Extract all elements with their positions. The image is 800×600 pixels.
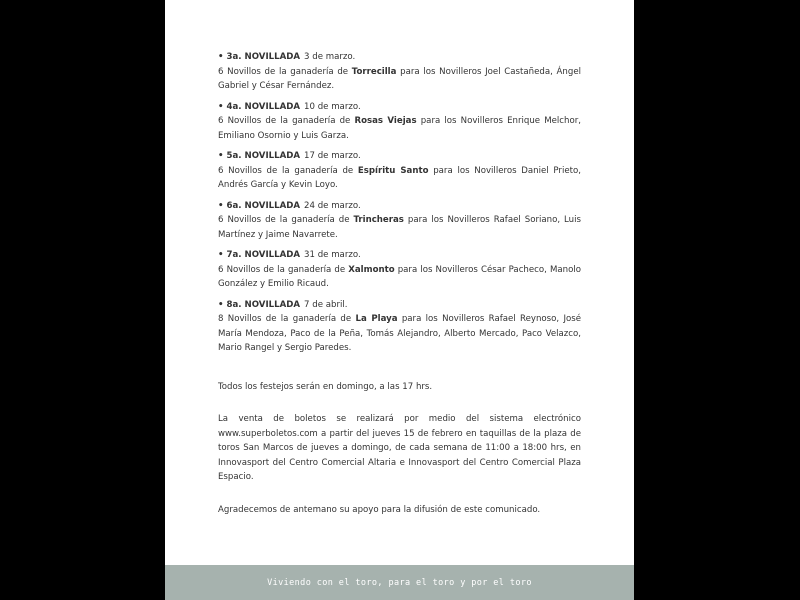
novillada-date: 10 de marzo. bbox=[304, 101, 361, 112]
novillada-heading: • 7a. NOVILLADA 31 de marzo. bbox=[218, 250, 361, 260]
novillada-number: 5a. NOVILLADA bbox=[226, 151, 301, 161]
novillada-description: 6 Novillos de la ganadería de Trincheras para los Novilleros Rafael Soriano, Luis Martínez y Jaime Navarrete. bbox=[218, 215, 581, 240]
novillada-number: 3a. NOVILLADA bbox=[226, 52, 301, 62]
novillada-heading: • 8a. NOVILLADA 7 de abril. bbox=[218, 299, 348, 310]
novillada-item bbox=[218, 100, 581, 144]
ganaderia-name: Trincheras bbox=[353, 215, 404, 225]
novillada-number: 7a. NOVILLADA bbox=[226, 250, 301, 260]
thanks-note: Agradecemos de antemano su apoyo para la difusión de este comunicado. bbox=[218, 504, 541, 515]
novillada-item bbox=[218, 248, 581, 292]
novillada-date: 17 de marzo. bbox=[304, 151, 361, 161]
ganaderia-name: Espíritu Santo bbox=[357, 165, 429, 176]
novillada-date: 24 de marzo. bbox=[304, 200, 361, 211]
novillada-date: 7 de abril. bbox=[304, 299, 348, 310]
novillada-heading: • 5a. NOVILLADA 17 de marzo. bbox=[218, 151, 361, 161]
novillada-description: 6 Novillos de la ganadería de Espíritu Santo para los Novilleros Daniel Prieto, Andrés García y Kevin Loyo. bbox=[218, 165, 581, 190]
novillada-heading: • 6a. NOVILLADA 24 de marzo. bbox=[218, 200, 361, 211]
novillada-item bbox=[218, 149, 581, 193]
schedule-note: Todos los festejos serán en domingo, a las 17 hrs. bbox=[218, 381, 433, 392]
novillada-description: 6 Novillos de la ganadería de Rosas Viejas para los Novilleros Enrique Melchor, Emiliano Osornio y Luis Garza. bbox=[218, 116, 581, 141]
novillada-number: 8a. NOVILLADA bbox=[226, 299, 301, 310]
novillada-item bbox=[218, 50, 581, 94]
document-page bbox=[165, 0, 634, 600]
footer-banner bbox=[165, 565, 634, 600]
novillada-date: 31 de marzo. bbox=[304, 250, 361, 260]
ganaderia-name: Rosas Viejas bbox=[354, 116, 417, 126]
ganaderia-name: La Playa bbox=[355, 314, 398, 324]
novillada-description: 6 Novillos de la ganadería de Torrecilla para los Novilleros Joel Castañeda, Ángel Gabriel y César Fernández. bbox=[218, 66, 581, 91]
novillada-description: 8 Novillos de la ganadería de La Playa para los Novilleros Rafael Reynoso, José María Mendoza, Paco de la Peña, Tomás Alejandro, Alberto Mercado, Paco Velazco, Mario Rangel y Sergio Paredes. bbox=[218, 314, 581, 353]
document-content bbox=[218, 50, 581, 517]
novillada-item bbox=[218, 298, 581, 356]
novillada-heading: • 3a. NOVILLADA 3 de marzo. bbox=[218, 52, 356, 62]
novillada-description: 6 Novillos de la ganadería de Xalmonto para los Novilleros César Pacheco, Manolo González y Emilio Ricaud. bbox=[218, 264, 581, 289]
novillada-number: 6a. NOVILLADA bbox=[226, 200, 301, 211]
ganaderia-name: Xalmonto bbox=[348, 264, 395, 275]
novillada-item bbox=[218, 199, 581, 243]
novillada-number: 4a. NOVILLADA bbox=[226, 101, 301, 112]
footer-slogan: Viviendo con el toro, para el toro y por el toro bbox=[267, 577, 532, 588]
tickets-note: La venta de boletos se realizará por medio del sistema electrónico www.superboletos.com a partir del jueves 15 de febrero en taquillas de la plaza de toros San Marcos de jueves a domingo, de cada semana de 11:00 a 18:00 hrs, en Innovasport del Centro Comercial Altaria e Innovasport del Centro Comercial Plaza Espacio. bbox=[218, 414, 581, 482]
novillada-heading: • 4a. NOVILLADA 10 de marzo. bbox=[218, 101, 361, 112]
novillada-date: 3 de marzo. bbox=[304, 52, 356, 62]
ganaderia-name: Torrecilla bbox=[351, 66, 397, 77]
